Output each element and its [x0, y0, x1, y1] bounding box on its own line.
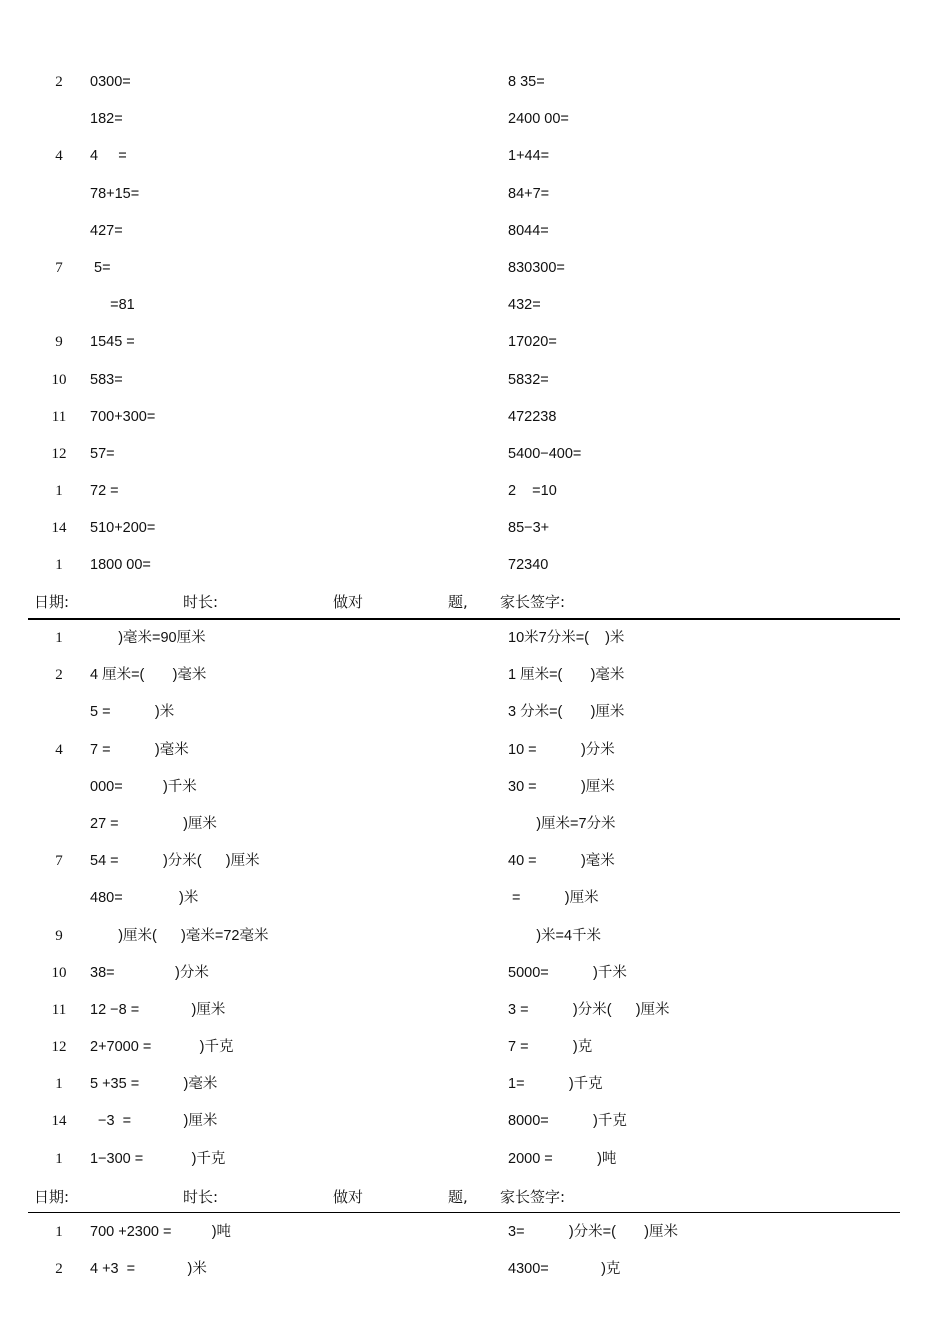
- exercise-row: [0, 740, 950, 777]
- left-problem: 1545 =: [90, 334, 135, 351]
- exercise-section-3: [0, 1222, 950, 1296]
- right-problem: 3 分米=( )厘米: [508, 704, 625, 721]
- right-problem: 2 =10: [508, 483, 557, 500]
- right-problem: 8000= )千克: [508, 1113, 627, 1130]
- duration-label: 时长:: [183, 1188, 219, 1206]
- left-problem: 72 =: [90, 483, 119, 500]
- right-problem: 5000= )千米: [508, 964, 627, 981]
- record-header-1: [0, 591, 950, 621]
- left-problem: 427=: [90, 222, 123, 239]
- duration-label: 时长:: [183, 593, 219, 611]
- correct-label: 做对: [333, 1188, 364, 1206]
- exercise-row: [0, 1074, 950, 1111]
- row-number: 14: [51, 520, 67, 537]
- right-problem: 17020=: [508, 334, 557, 351]
- left-problem: 1−300 = )千克: [90, 1150, 226, 1167]
- exercise-row: [0, 407, 950, 444]
- row-number: 12: [51, 445, 67, 462]
- right-problem: 85−3+: [508, 520, 554, 537]
- row-number: 10: [51, 964, 67, 981]
- right-problem: 5400−400=: [508, 445, 582, 462]
- exercise-section-2: [0, 628, 950, 1186]
- row-number: 7: [55, 853, 63, 870]
- row-number: 4: [55, 741, 63, 758]
- row-number: 2: [55, 1261, 63, 1278]
- right-problem: 432=: [508, 297, 541, 314]
- exercise-row: [0, 146, 950, 183]
- exercise-row: [0, 1000, 950, 1037]
- right-problem: 8044=: [508, 222, 549, 239]
- row-number: 10: [51, 371, 67, 388]
- row-number: 1: [55, 1150, 63, 1167]
- right-problem: 4300= )克: [508, 1261, 621, 1278]
- date-label: 日期:: [34, 593, 70, 611]
- right-problem: 3= )分米=( )厘米: [508, 1224, 678, 1240]
- left-problem: 5 = )米: [90, 704, 175, 721]
- exercise-row: [0, 665, 950, 702]
- left-problem: 182=: [90, 111, 123, 128]
- left-problem: 2+7000 = )千克: [90, 1039, 234, 1056]
- exercise-row: [0, 258, 950, 295]
- row-number: 1: [55, 483, 63, 500]
- right-problem: 1= )千克: [508, 1076, 603, 1093]
- left-problem: 27 = )厘米: [90, 815, 217, 832]
- left-problem: 4 厘米=( )毫米: [90, 667, 207, 684]
- left-problem: 7 = )毫米: [90, 741, 189, 758]
- parent-signature-label: 家长签字:: [500, 1188, 566, 1206]
- right-problem: 2000 = )吨: [508, 1150, 617, 1167]
- left-problem: )厘米( )毫米=72毫米: [90, 927, 269, 944]
- exercise-row: [0, 370, 950, 407]
- row-number: 4: [55, 148, 63, 165]
- right-problem: 1 厘米=( )毫米: [508, 667, 625, 684]
- exercise-row: [0, 109, 950, 146]
- right-problem: 40 = )毫米: [508, 853, 615, 870]
- left-problem: )毫米=90厘米: [90, 630, 206, 646]
- right-problem: )厘米=7分米: [508, 815, 616, 832]
- right-problem: 2400 00=: [508, 111, 569, 128]
- right-problem: 1+44=: [508, 148, 550, 165]
- left-problem: 57=: [90, 445, 115, 462]
- left-problem: 5 +35 = )毫米: [90, 1076, 218, 1093]
- right-problem: 84+7=: [508, 185, 550, 202]
- right-problem: 7 = )克: [508, 1039, 593, 1056]
- left-problem: 54 = )分米( )厘米: [90, 853, 260, 870]
- left-problem: 0300=: [90, 74, 131, 90]
- right-problem: 830300=: [508, 259, 565, 276]
- divider-line-2: [28, 1212, 900, 1213]
- row-number: 2: [55, 74, 63, 90]
- left-problem: 480= )米: [90, 890, 199, 907]
- left-problem: 000= )千米: [90, 778, 197, 795]
- left-problem: 38= )分米: [90, 964, 209, 981]
- exercise-row: [0, 518, 950, 555]
- left-problem: −3 = )厘米: [90, 1113, 218, 1130]
- right-problem: 72340: [508, 557, 561, 574]
- exercise-row: [0, 184, 950, 221]
- row-number: 1: [55, 1076, 63, 1093]
- row-number: 12: [51, 1039, 67, 1056]
- left-problem: 700+300=: [90, 408, 156, 425]
- date-label: 日期:: [34, 1188, 70, 1206]
- parent-signature-label: 家长签字:: [500, 593, 566, 611]
- right-problem: 3 = )分米( )厘米: [508, 1001, 670, 1018]
- row-number: 1: [55, 557, 63, 574]
- left-problem: 1800 00=: [90, 557, 151, 574]
- left-problem: =81: [90, 297, 135, 314]
- exercise-row: [0, 963, 950, 1000]
- exercise-row: [0, 926, 950, 963]
- row-number: 14: [51, 1113, 67, 1130]
- row-number: 11: [51, 1001, 67, 1018]
- left-problem: 510+200=: [90, 520, 156, 537]
- exercise-row: [0, 332, 950, 369]
- right-problem: 10 = )分米: [508, 741, 615, 758]
- left-problem: 78+15=: [90, 185, 140, 202]
- left-problem: 583=: [90, 371, 123, 388]
- exercise-row: [0, 628, 950, 665]
- row-number: 11: [51, 408, 67, 425]
- left-problem: 700 +2300 = )吨: [90, 1224, 232, 1240]
- exercise-row: [0, 814, 950, 851]
- exercise-row: [0, 1149, 950, 1186]
- row-number: 1: [55, 1224, 63, 1240]
- row-number: 1: [55, 630, 63, 646]
- exercise-row: [0, 555, 950, 592]
- right-problem: 10米7分米=( )米: [508, 630, 625, 646]
- questions-label: 题,: [448, 593, 468, 611]
- right-problem: 30 = )厘米: [508, 778, 615, 795]
- exercise-row: [0, 1037, 950, 1074]
- left-problem: 4 +3 = )米: [90, 1261, 207, 1278]
- exercise-row: [0, 481, 950, 518]
- exercise-row: [0, 1259, 950, 1296]
- row-number: 9: [55, 334, 63, 351]
- divider-line-1: [28, 618, 900, 620]
- row-number: 2: [55, 667, 63, 684]
- exercise-row: [0, 221, 950, 258]
- questions-label: 题,: [448, 1188, 468, 1206]
- exercise-row: [0, 295, 950, 332]
- exercise-row: [0, 702, 950, 739]
- row-number: 9: [55, 927, 63, 944]
- right-problem: )米=4千米: [508, 927, 602, 944]
- exercise-row: [0, 777, 950, 814]
- left-problem: 4 =: [90, 148, 131, 165]
- right-problem: 5832=: [508, 371, 549, 388]
- exercise-row: [0, 72, 950, 109]
- left-problem: 12 −8 = )厘米: [90, 1001, 226, 1018]
- right-problem: 472238: [508, 408, 569, 425]
- exercise-row: [0, 851, 950, 888]
- row-number: 7: [55, 259, 63, 276]
- exercise-section-1: [0, 72, 950, 593]
- correct-label: 做对: [333, 593, 364, 611]
- right-problem: = )厘米: [508, 890, 599, 907]
- exercise-row: [0, 1111, 950, 1148]
- exercise-row: [0, 888, 950, 925]
- exercise-row: [0, 444, 950, 481]
- exercise-row: [0, 1222, 950, 1259]
- left-problem: 5=: [90, 259, 111, 276]
- right-problem: 8 35=: [508, 74, 557, 90]
